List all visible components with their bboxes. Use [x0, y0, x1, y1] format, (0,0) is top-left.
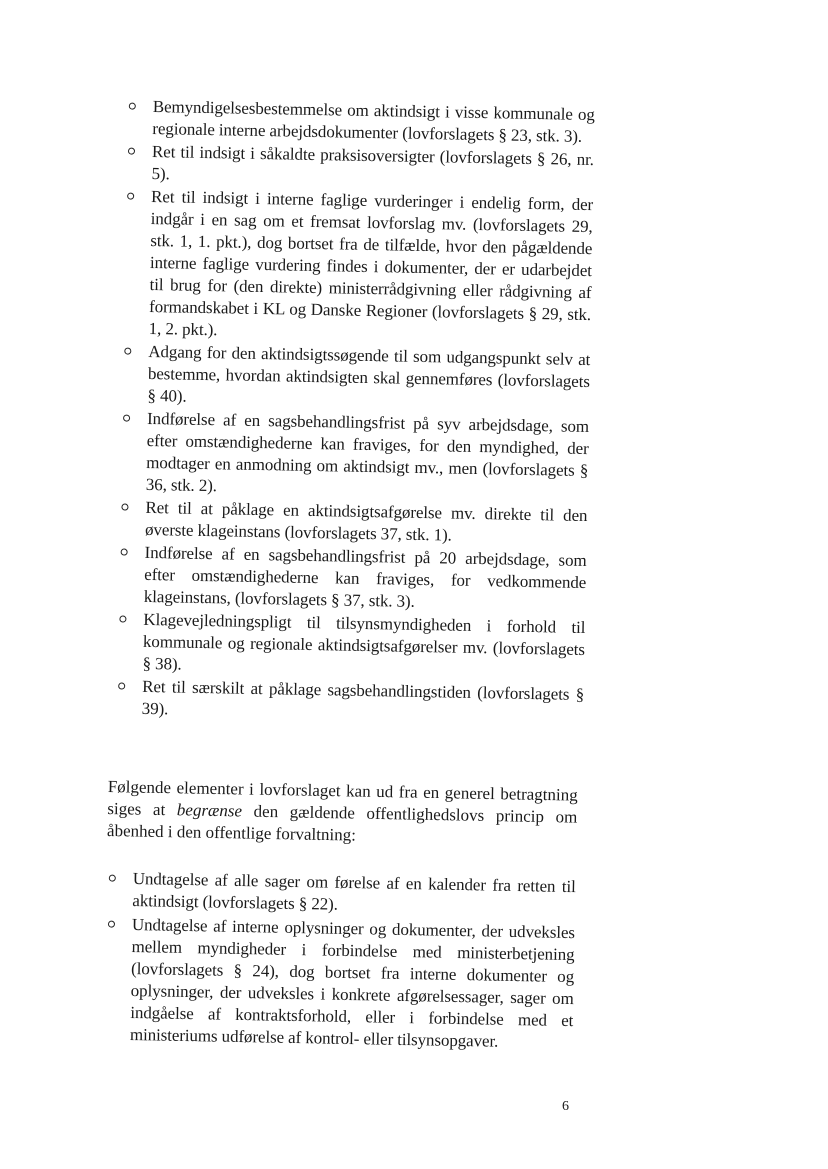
body-paragraph: [107, 776, 578, 851]
bullet-icon: [121, 503, 128, 510]
list-item: [151, 141, 594, 193]
page-number: 6: [562, 1099, 569, 1114]
list-item: [147, 341, 590, 415]
list-item-text: Undtagelse af interne oplysninger og dokumenter, der udveksles mellem myndigheder i forbindelse med ministerbetjening (lovforslagets § 24), dog bortset fra interne dokumenter og oplysninger, der udveksles i konkrete afgørelsessager, sager om indgåelse af kontraktsforhold, eller i forbindelse med et ministeriums udførelse af kontrol- eller tilsynsopgaver.: [129, 914, 576, 1051]
bullet-list-restrictions: [130, 868, 576, 1056]
list-item-text: Ret til særskilt at påklage sagsbehandlingstiden (lovforslagets § 39).: [141, 676, 585, 719]
paragraph-text-before: Følgende elementer i lovforslaget kan ud fra en generel betragtning siges at: [107, 776, 578, 820]
list-item: [144, 542, 587, 616]
list-item-text: Undtagelse af alle sager om førelse af en kalender fra retten til aktindsigt (lovforslagets § 22).: [132, 868, 576, 914]
bullet-icon: [124, 348, 131, 355]
list-item-text: Klagevejledningspligt til tilsynsmyndigheden i forhold til kommunale og regionale aktindsigtsafgørelser mv. (lovforslagets § 38).: [142, 609, 586, 674]
bullet-icon: [123, 415, 130, 422]
list-item-text: Indførelse af en sagsbehandlingsfrist på 20 arbejdsdage, som efter omstændighederne kan fraviges, for vedkommende klageinstans, (lovforslagets § 37, stk. 3).: [143, 542, 587, 611]
bullet-icon: [127, 193, 134, 200]
bullet-icon: [109, 875, 116, 882]
list-item: [149, 186, 594, 348]
list-item: [142, 676, 585, 728]
bullet-icon: [121, 548, 128, 555]
list-item-text: Ret til indsigt i såkaldte praksisoversigter (lovforslagets § 26, nr. 5).: [151, 141, 595, 184]
list-item: [146, 408, 590, 504]
bullet-icon: [118, 682, 125, 689]
bullet-icon: [128, 148, 135, 155]
list-item: [145, 497, 588, 549]
list-item-text: Indførelse af en sagsbehandlingsfrist på syv arbejdsdage, som efter omstændighederne kan fraviges, for den myndighed, der modtager en anmodning om aktindsigt mv., men (lovforslagets § 36, stk. 2).: [145, 408, 590, 496]
list-item: [142, 609, 585, 683]
bullet-icon: [119, 615, 126, 622]
bullet-list-expansions: [142, 96, 595, 729]
bullet-icon: [108, 921, 115, 928]
list-item: [132, 868, 576, 920]
paragraph-emphasis: begrænse: [176, 800, 243, 821]
list-item-text: Ret til at påklage en aktindsigtsafgørelse mv. direkte til den øverste klageinstans (lovforslagets 37, stk. 1).: [144, 497, 588, 545]
bullet-icon: [129, 103, 136, 110]
list-item: [152, 96, 595, 148]
list-item-text: Bemyndigelsesbestemmelse om aktindsigt i visse kommunale og regionale interne arbejdsdokumenter (lovforslagets § 23, stk. 3).: [152, 96, 595, 146]
paragraph-text-after: den gældende offentlighedslovs princip om åbenhed i den offentlige forvaltning:: [106, 801, 578, 845]
list-item-text: Ret til indsigt i interne faglige vurderinger i endelig form, der indgår i en sag om et fremsat lovforslag mv. (lovforslagets 29, stk. 1, 1. pkt.), dog bortset fra de tilfælde, hvor den pågældende interne faglige vurdering findes i dokumenter, der er udarbejdet til brug for (den direkte) ministerrådgivning eller rådgivning af formandskabet i KL og Danske Regioner (lovforslagets § 29, stk. 1, 2. pkt.).: [148, 186, 594, 340]
list-item-text: Adgang for den aktindsigtssøgende til som udgangspunkt selv at bestemme, hvordan aktindsigten skal gennemføres (lovforslagets § 40).: [147, 341, 591, 406]
list-item: [130, 914, 575, 1054]
